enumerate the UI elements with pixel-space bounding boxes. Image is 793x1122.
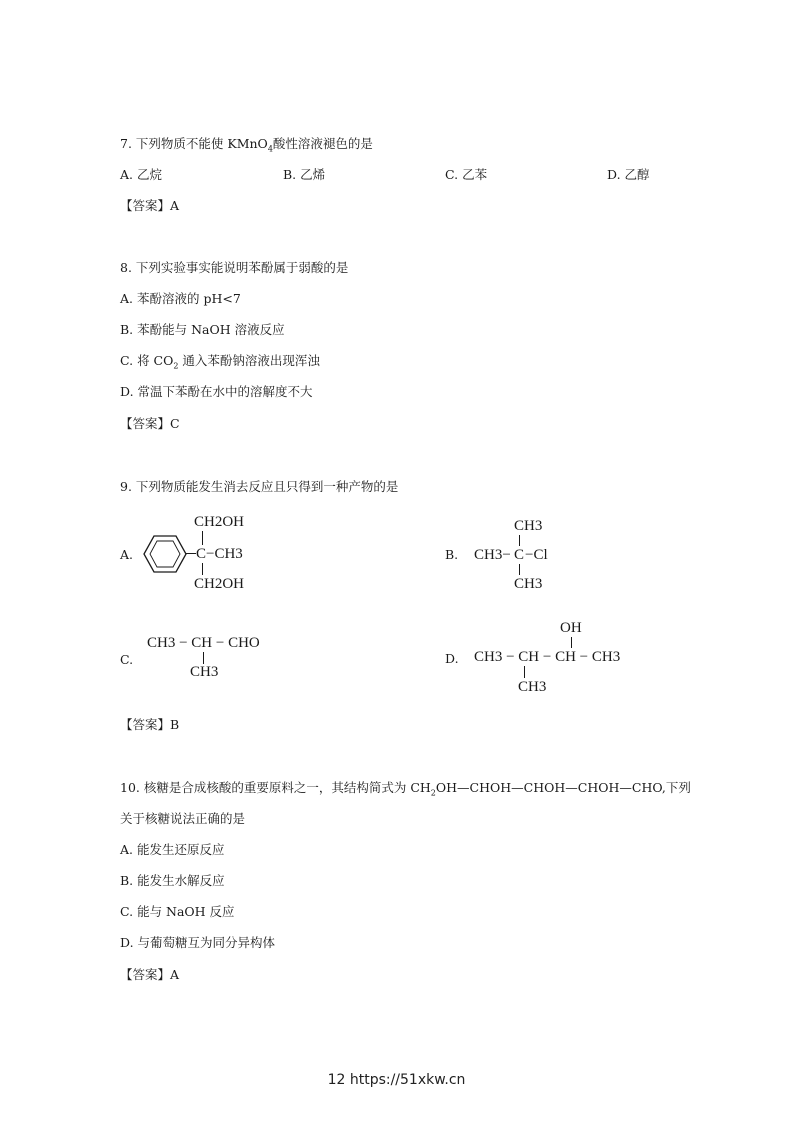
q9b-center-atom: C: [514, 547, 525, 563]
q9-option-b-label: B.: [445, 547, 459, 562]
q9d-bottom-group: CH3: [518, 679, 547, 695]
q10-stem-line2: 关于核糖说法正确的是: [120, 811, 246, 826]
q9a-center-group: C−CH3: [196, 546, 243, 562]
q10-option-a: A. 能发生还原反应: [120, 842, 225, 857]
q9-option-a-label: A.: [120, 547, 134, 562]
q9b-left-group: CH3−: [474, 547, 511, 563]
q10-option-d: D. 与葡萄糖互为同分异构体: [120, 935, 276, 950]
q9a-bottom-group: CH2OH: [194, 576, 245, 592]
q9-option-c-label: C.: [120, 652, 134, 667]
q8-stem: 8. 下列实验事实能说明苯酚属于弱酸的是: [120, 260, 349, 275]
q9a-top-group: CH2OH: [194, 514, 245, 530]
bond-line: [519, 535, 520, 546]
q7-option-d: D. 乙醇: [607, 167, 650, 182]
bond-line: [524, 666, 525, 678]
q10-option-b: B. 能发生水解反应: [120, 873, 225, 888]
q10-option-c: C. 能与 NaOH 反应: [120, 904, 235, 919]
q7-stem: 7. 下列物质不能使 KMnO$_4$酸性溶液褪色的是: [120, 136, 373, 154]
q10-answer: 【答案】A: [120, 967, 180, 982]
q9b-right-group: −Cl: [525, 547, 548, 563]
benzene-ring-icon: [142, 533, 188, 575]
page-footer: 12 https://51xkw.cn: [327, 1072, 466, 1088]
q8-answer: 【答案】C: [120, 416, 180, 431]
q9b-bottom-group: CH3: [514, 576, 543, 592]
q9b-top-group: CH3: [514, 518, 543, 534]
bond-line: [202, 531, 203, 545]
q9d-top-group: OH: [560, 620, 582, 636]
q9c-main-chain: CH3 − CH − CHO: [147, 635, 260, 651]
q7-option-b: B. 乙烯: [283, 167, 326, 182]
q9d-main-chain: CH3 − CH − CH − CH3: [474, 649, 621, 665]
q8-option-a: A. 苯酚溶液的 pH<7: [120, 291, 241, 306]
q7-option-c: C. 乙苯: [445, 167, 488, 182]
bond-line: [571, 637, 572, 648]
q8-option-b: B. 苯酚能与 NaOH 溶液反应: [120, 322, 285, 337]
q7-answer: 【答案】A: [120, 198, 180, 213]
q9-stem: 9. 下列物质能发生消去反应且只得到一种产物的是: [120, 479, 399, 494]
q7-option-a: A. 乙烷: [120, 167, 162, 182]
bond-line: [186, 553, 196, 554]
bond-line: [202, 563, 203, 575]
q9c-bottom-group: CH3: [190, 664, 219, 680]
q9-answer: 【答案】B: [120, 717, 180, 732]
q9-option-d-label: D.: [445, 651, 459, 666]
q8-option-d: D. 常温下苯酚在水中的溶解度不大: [120, 384, 313, 399]
q8-option-c: C. 将 $CO_2$ 通入苯酚钠溶液出现浑浊: [120, 353, 320, 371]
bond-line: [519, 564, 520, 575]
q10-stem: 10. 核糖是合成核酸的重要原料之一，其结构简式为 $CH_2OH—CHOH—CHOH—CHOH—CHO$,下列: [120, 780, 691, 798]
